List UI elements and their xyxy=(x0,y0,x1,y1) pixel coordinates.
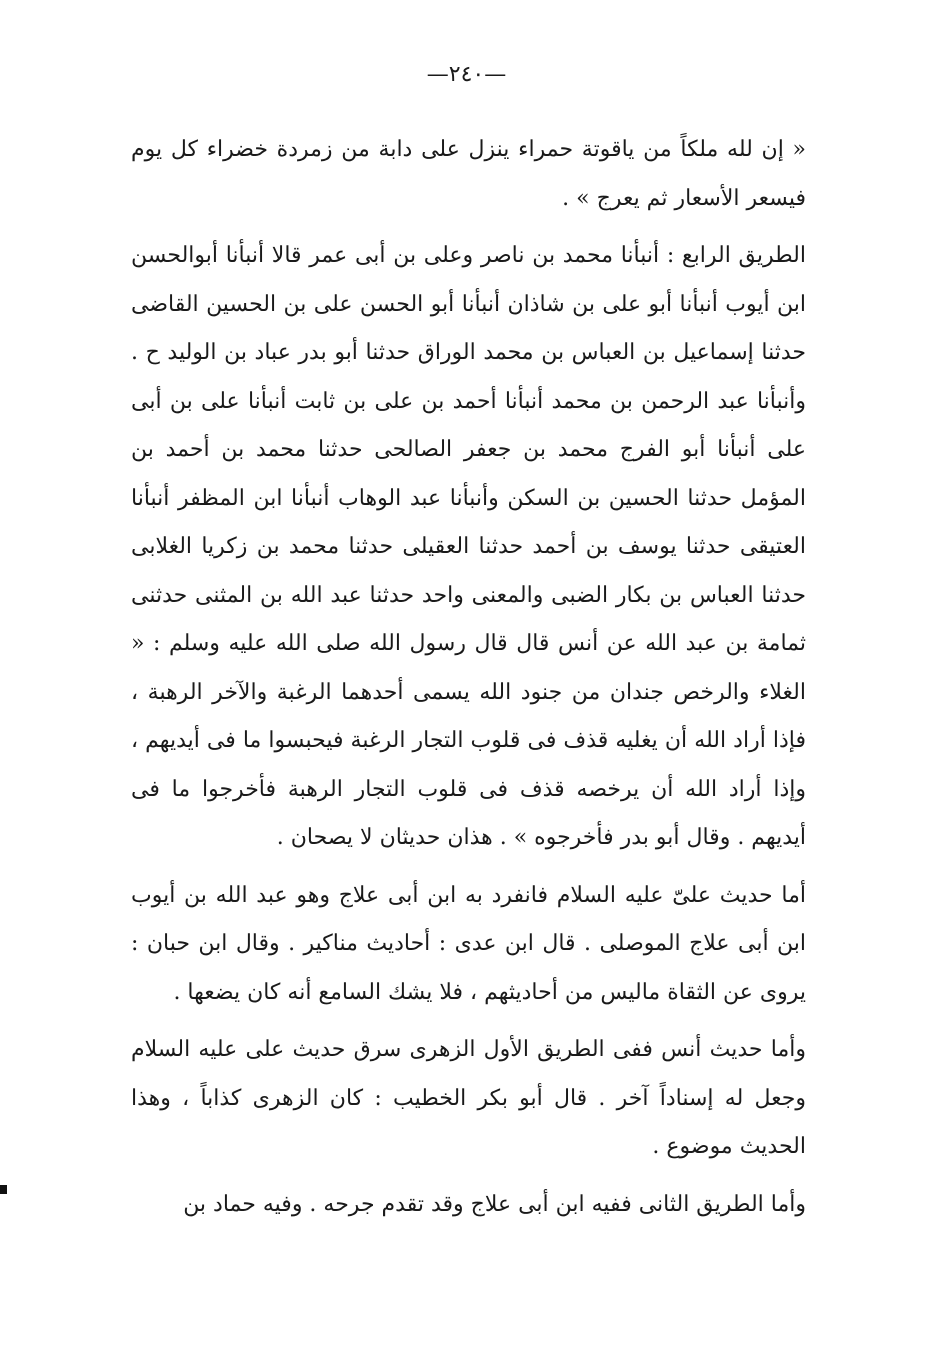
paragraph-ali-hadith: أما حديث علىّ عليه السلام فانفرد به ابن أبى علاج وهو عبد الله بن أيوب ابن أبى علاج الموصلى . قال ابن عدى : أحاديث مناكير . وقال ابن حبان : يروى عن الثقاة ماليس من أحاديثهم ، فلا يشك السامع أنه كان يضعها . xyxy=(131,882,806,1005)
paragraph-anas-hadith: وأما حديث أنس ففى الطريق الأول الزهرى سرق حديث على عليه السلام وجعل له إسناداً آخر . قال أبو بكر الخطيب : كان الزهرى كذاباً ، وهذا الحديث موضوع . xyxy=(131,1037,806,1159)
page-number: —٢٤٠— xyxy=(426,62,507,87)
scan-edge-mark xyxy=(0,1185,7,1194)
paragraph-quote: « إن لله ملكاً من ياقوتة حمراء ينزل على دابة من زمردة خضراء كل يوم فيسعر الأسعار ثم يعرج » . xyxy=(131,137,806,211)
body-text xyxy=(131,126,806,1229)
paragraph-second-route: وأما الطريق الثانى ففيه ابن أبى علاج وقد تقدم جرحه . وفيه حماد بن xyxy=(183,1191,806,1217)
paragraph-fourth-route: الطريق الرابع : أنبأنا محمد بن ناصر وعلى بن أبى عمر قالا أنبأنا أبوالحسن ابن أيوب أنبأنا أبو على بن شاذان أنبأنا أبو الحسن على بن الحسين القاضى حدثنا إسماعيل بن العباس بن محمد الوراق حدثنا أبو بدر عباد بن الوليد ح . وأنبأنا عبد الرحمن بن محمد أنبأنا أحمد بن على بن ثابت أنبأنا على بن أبى على أنبأنا أبو الفرج محمد بن جعفر الصالحى حدثنا محمد بن أحمد بن المؤمل حدثنا الحسين بن السكن وأنبأنا عبد الوهاب أنبأنا ابن المظفر أنبأنا العتيقى حدثنا يوسف بن أحمد حدثنا العقيلى حدثنا محمد بن زكريا الغلابى حدثنا العباس بن بكار الضبى والمعنى واحد حدثنا عبد الله بن المثنى حدثنى ثمامة بن عبد الله عن أنس قال قال رسول الله صلى الله عليه وسلم : « الغلاء والرخص جندان من جنود الله يسمى أحدهما الرغبة والآخر الرهبة ، فإذا أراد الله أن يغليه قذف فى قلوب التجار الرغبة فيحبسوا ما فى أيديهم ، وإذا أراد الله أن يرخصه قذف فى قلوب التجار الرهبة فأخرجوا ما فى أيديهم . وقال أبو بدر فأخرجوه » . هذان حديثان لا يصحان . xyxy=(131,243,806,850)
